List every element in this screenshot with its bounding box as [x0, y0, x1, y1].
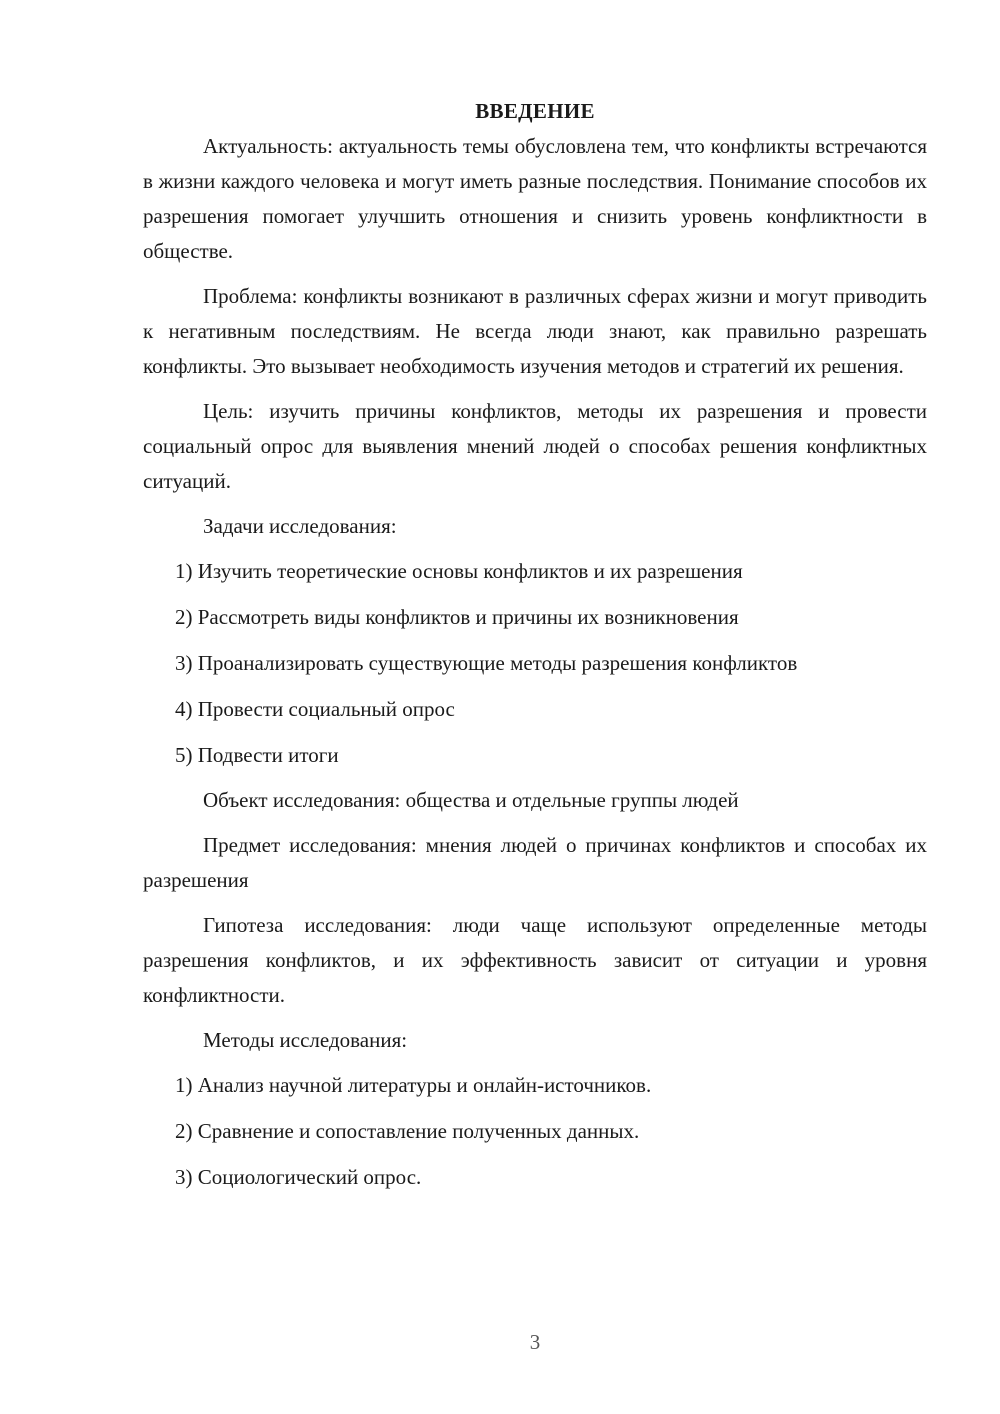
methods-heading: Методы исследования:	[203, 1028, 408, 1052]
subject-paragraph: Предмет исследования: мнения людей о причинах конфликтов и способах их разрешения	[143, 833, 927, 892]
methods-list	[143, 1068, 927, 1195]
hypothesis-paragraph: Гипотеза исследования: люди чаще используют определенные методы разрешения конфликтов, и их эффективность зависит от ситуации и уровня конфликтности.	[143, 913, 927, 1007]
tasks-list	[143, 554, 927, 773]
page-number: 3	[529, 1330, 541, 1354]
goal-paragraph: Цель: изучить причины конфликтов, методы их разрешения и провести социальный опрос для выявления мнений людей о способах решения конфликтных ситуаций.	[143, 399, 927, 493]
list-item: 1) Анализ научной литературы и онлайн-источников.	[175, 1073, 652, 1097]
list-item: 5) Подвести итоги	[175, 743, 339, 767]
list-item: 2) Рассмотреть виды конфликтов и причины их возникновения	[175, 605, 739, 629]
relevance-paragraph: Актуальность: актуальность темы обусловлена тем, что конфликты встречаются в жизни каждого человека и могут иметь разные последствия. Понимание способов их разрешения помогает улучшить отношения и снизить уровень конфликтности в обществе.	[143, 134, 927, 263]
tasks-heading: Задачи исследования:	[203, 514, 397, 538]
list-item: 4) Провести социальный опрос	[175, 697, 455, 721]
list-item: 3) Социологический опрос.	[175, 1165, 422, 1189]
list-item: 1) Изучить теоретические основы конфликтов и их разрешения	[175, 559, 743, 583]
list-item: 3) Проанализировать существующие методы разрешения конфликтов	[175, 651, 798, 675]
problem-paragraph: Проблема: конфликты возникают в различных сферах жизни и могут приводить к негативным последствиям. Не всегда люди знают, как правильно разрешать конфликты. Это вызывает необходимость изучения методов и стратегий их решения.	[143, 284, 927, 378]
object-paragraph: Объект исследования: общества и отдельные группы людей	[203, 788, 739, 812]
list-item: 2) Сравнение и сопоставление полученных данных.	[175, 1119, 640, 1143]
document-page	[143, 94, 927, 1205]
page-title: ВВЕДЕНИЕ	[475, 99, 595, 123]
